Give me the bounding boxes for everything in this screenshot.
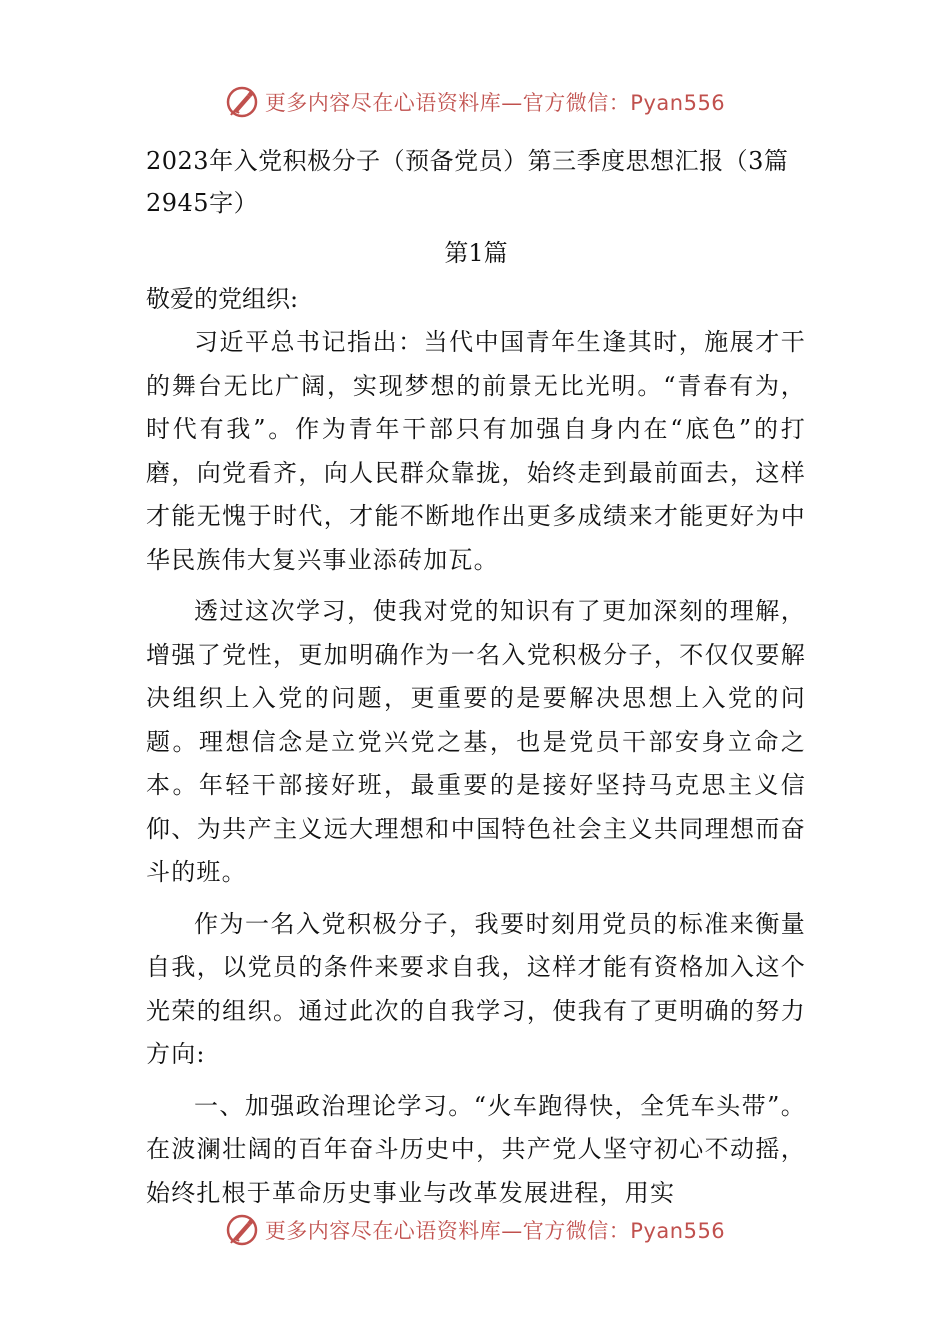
pen-logo-icon bbox=[225, 85, 259, 119]
pen-logo-icon bbox=[225, 1213, 259, 1247]
paragraph: 作为一名入党积极分子，我要时刻用党员的标准来衡量自我，以党员的条件来要求自我，这样才能有资格加入这个光荣的组织。通过此次的自我学习，使我有了更明确的努力方向: bbox=[146, 909, 806, 1068]
watermark-banner-top bbox=[0, 82, 950, 122]
watermark-text: 更多内容尽在心语资料库—官方微信：Pyan556 bbox=[264, 91, 726, 115]
watermark-banner-bottom bbox=[0, 1210, 950, 1250]
document-body bbox=[146, 140, 806, 1215]
salutation: 敬爱的党组织: bbox=[146, 285, 299, 313]
watermark-text: 更多内容尽在心语资料库—官方微信：Pyan556 bbox=[264, 1219, 726, 1243]
paragraph: 一、加强政治理论学习。“火车跑得快，全凭车头带”。在波澜壮阔的百年奋斗历史中，共产党人坚守初心不动摇，始终扎根于革命历史事业与改革发展进程，用实 bbox=[146, 1091, 806, 1207]
document-title: 2023年入党积极分子（预备党员）第三季度思想汇报（3篇2945字） bbox=[146, 147, 789, 217]
paragraph: 透过这次学习，使我对党的知识有了更加深刻的理解，增强了党性，更加明确作为一名入党积极分子，不仅仅要解决组织上入党的问题，更重要的是要解决思想上入党的问题。理想信念是立党兴党之基，也是党员干部安身立命之本。年轻干部接好班，最重要的是接好坚持马克思主义信仰、为共产主义远大理想和中国特色社会主义共同理想而奋斗的班。 bbox=[146, 597, 806, 886]
paragraph: 习近平总书记指出：当代中国青年生逢其时，施展才干的舞台无比广阔，实现梦想的前景无比光明。“青春有为，时代有我”。作为青年干部只有加强自身内在“底色”的打磨，向党看齐，向人民群众靠拢，始终走到最前面去，这样才能无愧于时代，才能不断地作出更多成绩来才能更好为中华民族伟大复兴事业添砖加瓦。 bbox=[146, 328, 806, 574]
section-heading: 第1篇 bbox=[444, 239, 508, 267]
